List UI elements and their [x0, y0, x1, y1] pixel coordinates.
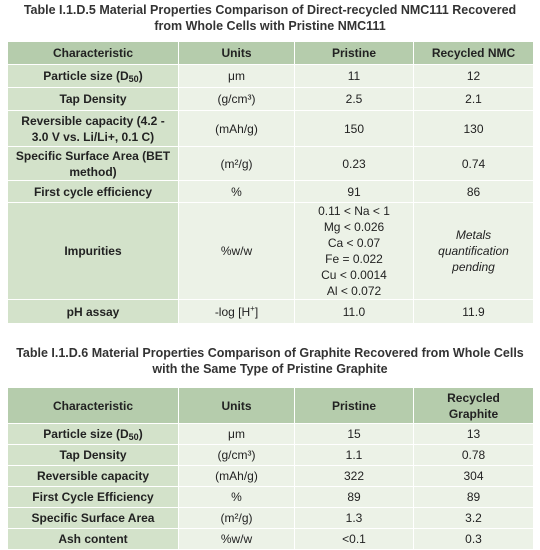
table2: [7, 387, 534, 550]
cell-recycled: 13: [414, 424, 534, 445]
cell-recycled: 304: [414, 466, 534, 487]
cell-units: %: [179, 181, 295, 203]
row-label: Impurities: [8, 203, 179, 300]
cell-units: (g/cm³): [179, 445, 295, 466]
cell-units: (m²/g): [179, 147, 295, 181]
cell-pristine: 322: [295, 466, 414, 487]
table-row: [8, 88, 534, 111]
cell-recycled: Metals quantification pending: [414, 203, 534, 300]
table2-header-row: [8, 388, 534, 424]
row-label: Tap Density: [8, 88, 179, 111]
row-label: First cycle efficiency: [8, 181, 179, 203]
table-row: [8, 529, 534, 550]
table-row: [8, 203, 534, 300]
row-label: Specific Surface Area: [8, 508, 179, 529]
cell-units: (g/cm³): [179, 88, 295, 111]
cell-recycled: 11.9: [414, 300, 534, 324]
cell-units: %: [179, 487, 295, 508]
table-row: [8, 487, 534, 508]
row-label: Reversible capacity: [8, 466, 179, 487]
cell-units: (mAh/g): [179, 111, 295, 147]
cell-recycled: 0.3: [414, 529, 534, 550]
table-row: [8, 181, 534, 203]
cell-pristine: 2.5: [295, 88, 414, 111]
cell-recycled: 2.1: [414, 88, 534, 111]
table-row: [8, 508, 534, 529]
table-row: [8, 300, 534, 324]
row-label: Tap Density: [8, 445, 179, 466]
cell-units: μm: [179, 424, 295, 445]
cell-recycled: 89: [414, 487, 534, 508]
row-label: First Cycle Efficiency: [8, 487, 179, 508]
cell-recycled: 0.74: [414, 147, 534, 181]
cell-pristine: 0.23: [295, 147, 414, 181]
table1-header-units: Units: [179, 42, 295, 65]
cell-recycled: 3.2: [414, 508, 534, 529]
cell-recycled: 130: [414, 111, 534, 147]
table2-caption: Table I.1.D.6 Material Properties Comparison of Graphite Recovered from Whole Cells with the Same Type of Pristine Graphite: [16, 346, 524, 376]
cell-pristine: <0.1: [295, 529, 414, 550]
row-label: Particle size $(D_{50})$: [8, 65, 179, 88]
table2-header-characteristic: Characteristic: [8, 388, 179, 424]
cell-recycled: 86: [414, 181, 534, 203]
row-label: pH assay: [8, 300, 179, 324]
table-row: [8, 147, 534, 181]
cell-pristine: 11.0: [295, 300, 414, 324]
table1-header-recycled: Recycled NMC: [414, 42, 534, 65]
cell-units: (m²/g): [179, 508, 295, 529]
cell-pristine: 11: [295, 65, 414, 88]
table1: [7, 41, 534, 324]
table-row: [8, 424, 534, 445]
table1-header-row: [8, 42, 534, 65]
cell-pristine: 89: [295, 487, 414, 508]
cell-pristine: 91: [295, 181, 414, 203]
row-label: Particle size $(D_{50})$: [8, 424, 179, 445]
table-row: [8, 445, 534, 466]
table1-header-pristine: Pristine: [295, 42, 414, 65]
cell-pristine: 150: [295, 111, 414, 147]
cell-units: %w/w: [179, 203, 295, 300]
table-row: [8, 111, 534, 147]
cell-pristine: 1.3: [295, 508, 414, 529]
table2-header-units: Units: [179, 388, 295, 424]
cell-recycled: 12: [414, 65, 534, 88]
table-row: [8, 65, 534, 88]
cell-recycled: 0.78: [414, 445, 534, 466]
cell-units: -log [H+]: [179, 300, 295, 324]
cell-pristine: 0.11 < Na < 1 Mg < 0.026 Ca < 0.07 Fe = 0.022 Cu < 0.0014 Al < 0.072: [295, 203, 414, 300]
table-row: [8, 466, 534, 487]
cell-units: μm: [179, 65, 295, 88]
cell-pristine: 1.1: [295, 445, 414, 466]
row-label: Reversible capacity (4.2 - 3.0 V vs. Li/Li+, 0.1 C): [8, 111, 179, 147]
cell-units: (mAh/g): [179, 466, 295, 487]
cell-pristine: 15: [295, 424, 414, 445]
table2-header-recycled: Recycled Graphite: [414, 388, 534, 424]
table1-caption: Table I.1.D.5 Material Properties Comparison of Direct-recycled NMC111 Recovered from Whole Cells with Pristine NMC111: [23, 3, 517, 33]
table2-header-pristine: Pristine: [295, 388, 414, 424]
row-label: Ash content: [8, 529, 179, 550]
table1-header-characteristic: Characteristic: [8, 42, 179, 65]
row-label: Specific Surface Area (BET method): [8, 147, 179, 181]
cell-units: %w/w: [179, 529, 295, 550]
